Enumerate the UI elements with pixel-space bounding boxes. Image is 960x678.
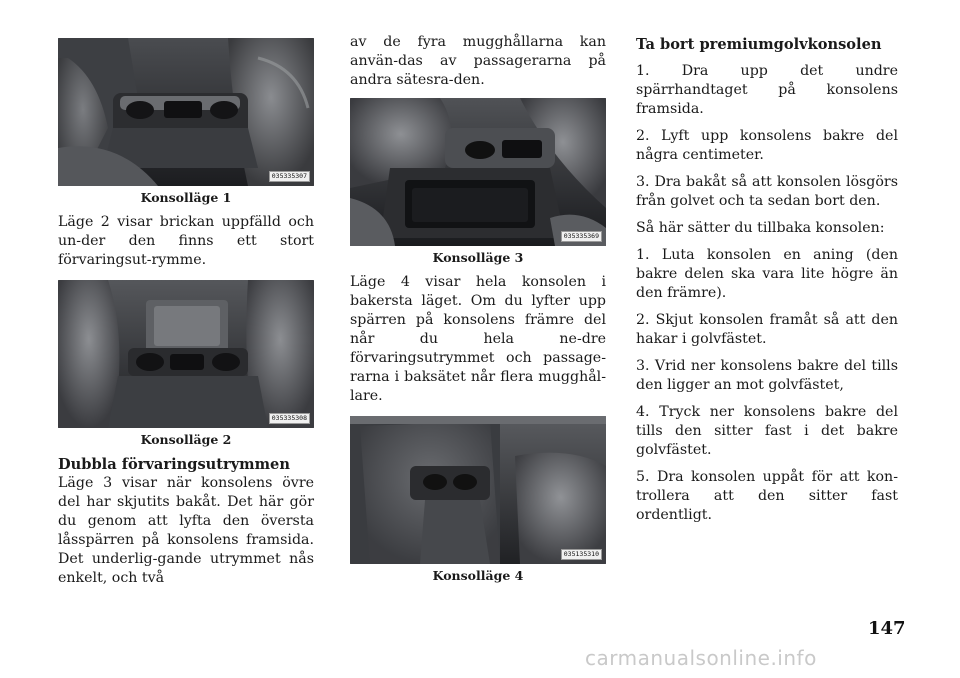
watermark: carmanualsonline.info [585,646,817,670]
column-2 [350,34,606,591]
photo-code: 035135310 [561,549,602,560]
paragraph-position-4: Läge 4 visar hela konsolen i bakersta läget. Om du lyfter upp spärren på konsolens främre del når du hela ne-dre förvaringsutrymmet och passage-rarna i baksätet når flera mugghål-lare. [350,274,606,404]
console-photo-4-image [350,416,606,564]
column-1 [58,38,314,588]
console-photo-4 [350,416,606,564]
console-photo-2 [58,280,314,428]
paragraph-position-2: Läge 2 visar brickan uppfälld och un-der den finns ett stort förvaringsut-rymme. [58,214,314,268]
heading-remove-console: Ta bort premiumgolvkonsolen [636,36,882,53]
reinstall-step-4: 4. Tryck ner konsolens bakre del tills den sitter fast i det bakre golvfästet. [636,404,898,458]
caption-konsollage-2: Konsolläge 2 [140,432,232,447]
console-photo-1 [58,38,314,186]
reinstall-step-1: 1. Luta konsolen en aning (den bakre delen ska vara lite högre än den främre). [636,247,898,301]
caption-konsollage-1: Konsolläge 1 [140,190,232,205]
heading-dual-storage: Dubbla förvaringsutrymmen [58,456,290,473]
paragraph-cupholders: av de fyra mugghållarna kan använ-das av passagerarna på andra sätesra-den. [350,34,606,88]
reinstall-step-3: 3. Vrid ner konsolens bakre del tills den ligger an mot golvfästet, [636,358,898,393]
reinstall-step-5: 5. Dra konsolen uppåt för att kon-trollera att den sitter fast ordentligt. [636,469,898,523]
remove-step-3: 3. Dra bakåt så att konsolen lösgörs från golvet och ta sedan bort den. [636,174,898,209]
console-photo-1-image [58,38,314,186]
reinstall-intro: Så här sätter du tillbaka konsolen: [636,220,885,236]
photo-code: 035335308 [269,413,310,424]
remove-step-2: 2. Lyft upp konsolens bakre del några centimeter. [636,128,898,163]
paragraph-position-3: Läge 3 visar när konsolens övre del har skjutits bakåt. Det här gör du genom att lyfta den översta låsspärren på konsolens framsida. Det underlig-gande utrymmet nås enkelt, och två [58,475,314,586]
page-number: 147 [868,618,906,639]
photo-code: 035335369 [561,231,602,242]
console-photo-2-image [58,280,314,428]
reinstall-step-2: 2. Skjut konsolen framåt så att den hakar i golvfästet. [636,312,898,347]
photo-code: 035335307 [269,171,310,182]
caption-konsollage-3: Konsolläge 3 [432,250,524,265]
console-photo-3 [350,98,606,246]
caption-konsollage-4: Konsolläge 4 [432,568,524,583]
console-photo-3-image [350,98,606,246]
column-3 [636,38,898,533]
remove-step-1: 1. Dra upp det undre spärrhandtaget på konsolens framsida. [636,63,898,117]
